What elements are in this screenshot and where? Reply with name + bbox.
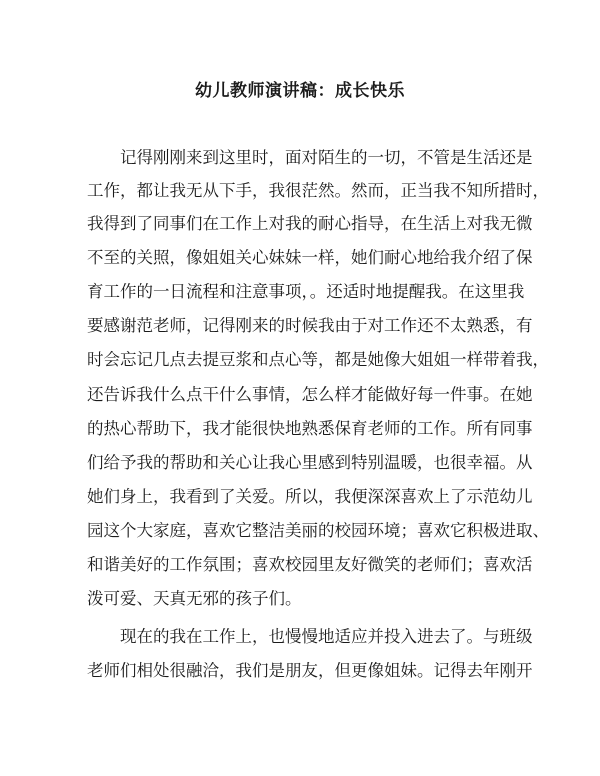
paragraph-1-line-9: 的热心帮助下，我才能很快地熟悉保育老师的工作。所有同事 (87, 419, 533, 438)
paragraph-2-line-2: 老师们相处很融洽，我们是朋友，但更像姐妹。记得去年刚开 (87, 661, 533, 680)
paragraph-1-line-14: 泼可爱、天真无邪的孩子们。 (87, 589, 302, 608)
paragraph-1-line-11: 她们身上，我看到了关爱。所以，我便深深喜欢上了示范幼儿 (87, 487, 533, 506)
paragraph-1-line-5: 育工作的一日流程和注意事项，。还适时地提醒我。在这里我 (87, 282, 525, 301)
document-title: 幼儿教师演讲稿：成长快乐 (195, 81, 405, 101)
paragraph-1-line-13: 和谐美好的工作氛围；喜欢校园里友好微笑的老师们；喜欢活 (87, 555, 533, 574)
paragraph-1-line-10: 们给予我的帮助和关心让我心里感到特别温暖，也很幸福。从 (87, 453, 533, 472)
paragraph-1-line-1: 记得刚刚来到这里时，面对陌生的一切，不管是生活还是 (120, 148, 533, 167)
paragraph-1-line-8: 还告诉我什么点干什么事情，怎么样才能做好每一件事。在她 (87, 385, 533, 404)
paragraph-1-line-12: 园这个大家庭，喜欢它整洁美丽的校园环境；喜欢它积极进取、 (87, 521, 549, 540)
paragraph-1-line-2: 工作，都让我无从下手，我很茫然。然而，正当我不知所措时， (87, 181, 549, 200)
paragraph-1-line-3: 我得到了同事们在工作上对我的耐心指导，在生活上对我无微 (87, 214, 533, 233)
paragraph-2-line-1: 现在的我在工作上，也慢慢地适应并投入进去了。与班级 (120, 627, 533, 646)
paragraph-1-line-6: 要感谢范老师，记得刚来的时候我由于对工作还不太熟悉，有 (87, 316, 533, 335)
paragraph-1-line-7: 时会忘记几点去提豆浆和点心等，都是她像大姐姐一样带着我， (87, 350, 549, 369)
paragraph-1-line-4: 不至的关照，像姐姐关心妹妹一样，她们耐心地给我介绍了保 (87, 248, 533, 267)
